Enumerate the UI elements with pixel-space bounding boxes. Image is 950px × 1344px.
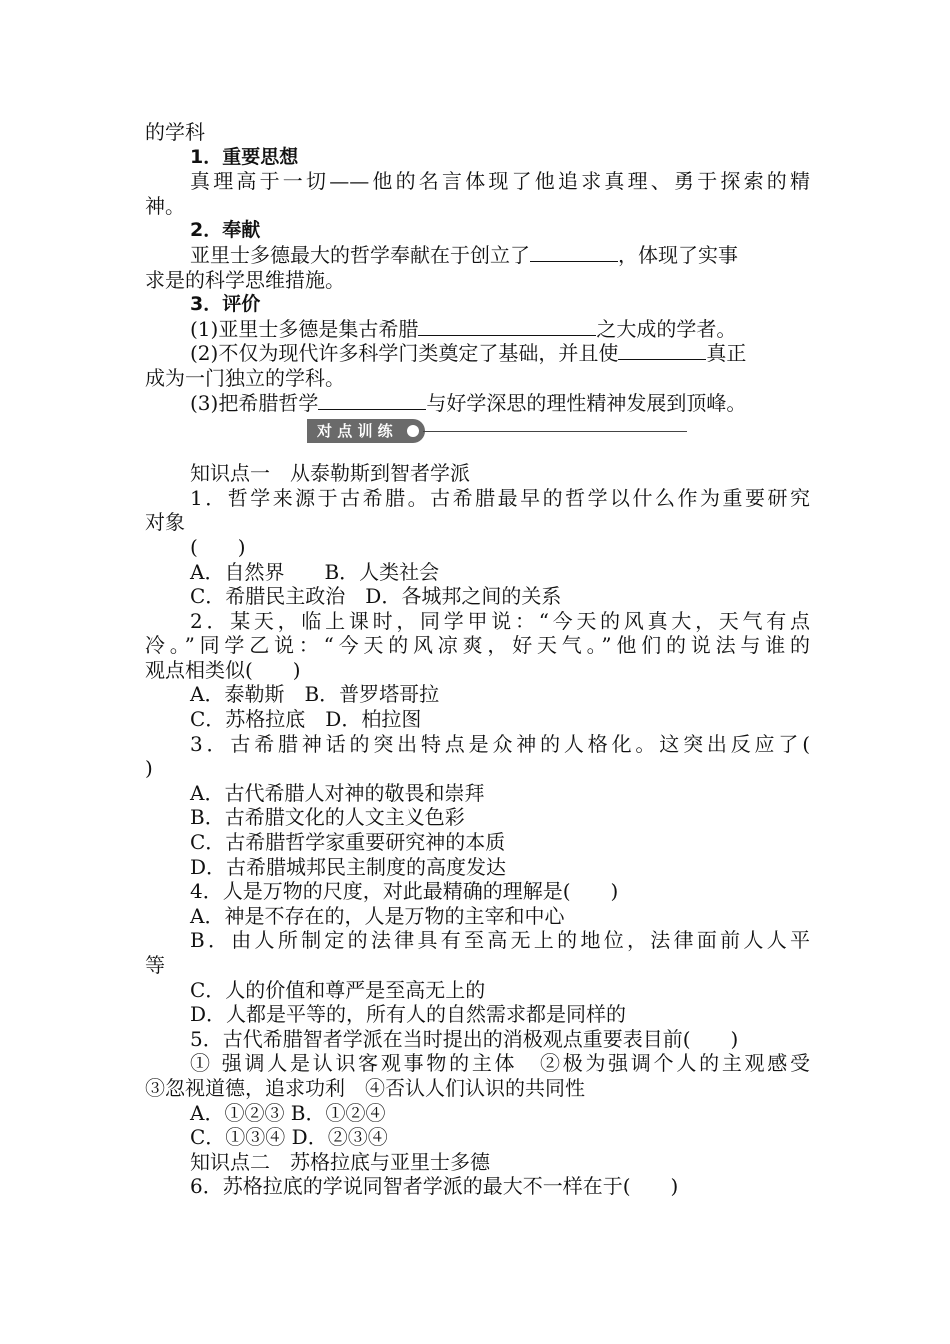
question-1: 1．哲学来源于古希腊。古希腊最早的哲学以什么作为重要研究	[190, 485, 810, 510]
question-4: 4．人是万物的尺度，对此最精确的理解是( )	[190, 879, 619, 904]
answer-bracket: ( )	[190, 534, 246, 559]
option-line: D．古希腊城邦民主制度的高度发达	[190, 854, 507, 879]
option-line: A．①②③ B．①②④	[190, 1100, 386, 1125]
text-line: 真理高于一切——他的名言体现了他追求真理、勇于探索的精	[190, 169, 810, 194]
document-page	[145, 120, 810, 1199]
section-heading: 1．重要思想	[190, 145, 299, 168]
text-line: 对象	[145, 510, 185, 535]
option-line: C．人的价值和尊严是至高无上的	[190, 977, 486, 1002]
question-5: 5．古代希腊智者学派在当时提出的消极观点重要表目前( )	[190, 1026, 739, 1051]
statement-line: ① 强调人是认识客观事物的主体 ②极为强调个人的主观感受	[190, 1051, 810, 1076]
text-line	[145, 243, 810, 268]
statement-line: ③忽视道德，追求功利 ④否认人们认识的共同性	[145, 1075, 585, 1100]
text-segment: 真正	[706, 341, 747, 366]
option-line: B．古希腊文化的人文主义色彩	[190, 805, 465, 830]
text-line: )	[145, 756, 153, 781]
text-segment: 亚里士多德最大的哲学奉献在于创立了	[190, 242, 530, 267]
answer-blank[interactable]	[418, 317, 596, 336]
text-segment: 与好学深思的理性精神发展到顶峰。	[426, 390, 747, 415]
text-line: 观点相类似( )	[145, 657, 301, 682]
banner-label	[307, 419, 425, 443]
answer-blank[interactable]	[530, 243, 618, 262]
banner-text: 对 点 训 练	[317, 422, 393, 441]
option-line: A．泰勒斯 B．普罗塔哥拉	[190, 682, 440, 707]
text-segment: ，体现了实事	[618, 242, 738, 267]
text-line: 神。	[145, 193, 185, 218]
banner-rule	[423, 431, 687, 432]
section-heading: 3．评价	[190, 293, 261, 316]
question-6: 6．苏格拉底的学说同智者学派的最大不一样在于( )	[190, 1174, 679, 1199]
answer-blank[interactable]	[618, 341, 706, 360]
text-line	[145, 341, 810, 366]
option-line: A．神是不存在的，人是万物的主宰和中心	[190, 903, 565, 928]
text-line	[145, 391, 810, 416]
section-heading: 2．奉献	[190, 219, 261, 242]
text-segment: (3)把希腊哲学	[190, 390, 319, 415]
text-line: 冷。”同学乙说：“今天的风凉爽，好天气。”他们的说法与谁的	[145, 633, 810, 658]
text-line: 求是的科学思维措施。	[145, 267, 345, 292]
question-3: 3．古希腊神话的突出特点是众神的人格化。这突出反应了(	[190, 731, 810, 756]
text-line: 的学科	[145, 120, 205, 144]
section-banner	[145, 415, 810, 461]
text-segment: (1)亚里士多德是集古希腊	[190, 316, 419, 341]
text-line: 等	[145, 953, 165, 977]
option-line: C．古希腊哲学家重要研究神的本质	[190, 830, 506, 855]
text-segment: (2)不仅为现代许多科学门类奠定了基础，并且使	[190, 341, 619, 366]
option-line: A．古代希腊人对神的敬畏和崇拜	[190, 780, 485, 805]
option-line: C．苏格拉底 D．柏拉图	[190, 707, 422, 732]
option-line: C．希腊民主政治 D．各城邦之间的关系	[190, 584, 562, 609]
question-2: 2．某天，临上课时，同学甲说：“今天的风真大，天气有点	[190, 608, 810, 633]
text-segment: 之大成的学者。	[596, 316, 737, 341]
option-line: D．人都是平等的，所有人的自然需求都是同样的	[190, 1002, 627, 1027]
dot-icon	[407, 425, 419, 437]
text-line: 成为一门独立的学科。	[145, 365, 345, 390]
option-line: B．由人所制定的法律具有至高无上的地位，法律面前人人平	[190, 928, 810, 953]
option-line: C．①③④ D．②③④	[190, 1125, 388, 1150]
knowledge-point: 知识点一 从泰勒斯到智者学派	[190, 461, 470, 486]
option-line: A．自然界 B．人类社会	[190, 559, 440, 584]
text-line	[145, 317, 810, 342]
answer-blank[interactable]	[318, 391, 426, 410]
knowledge-point: 知识点二 苏格拉底与亚里士多德	[190, 1149, 490, 1174]
